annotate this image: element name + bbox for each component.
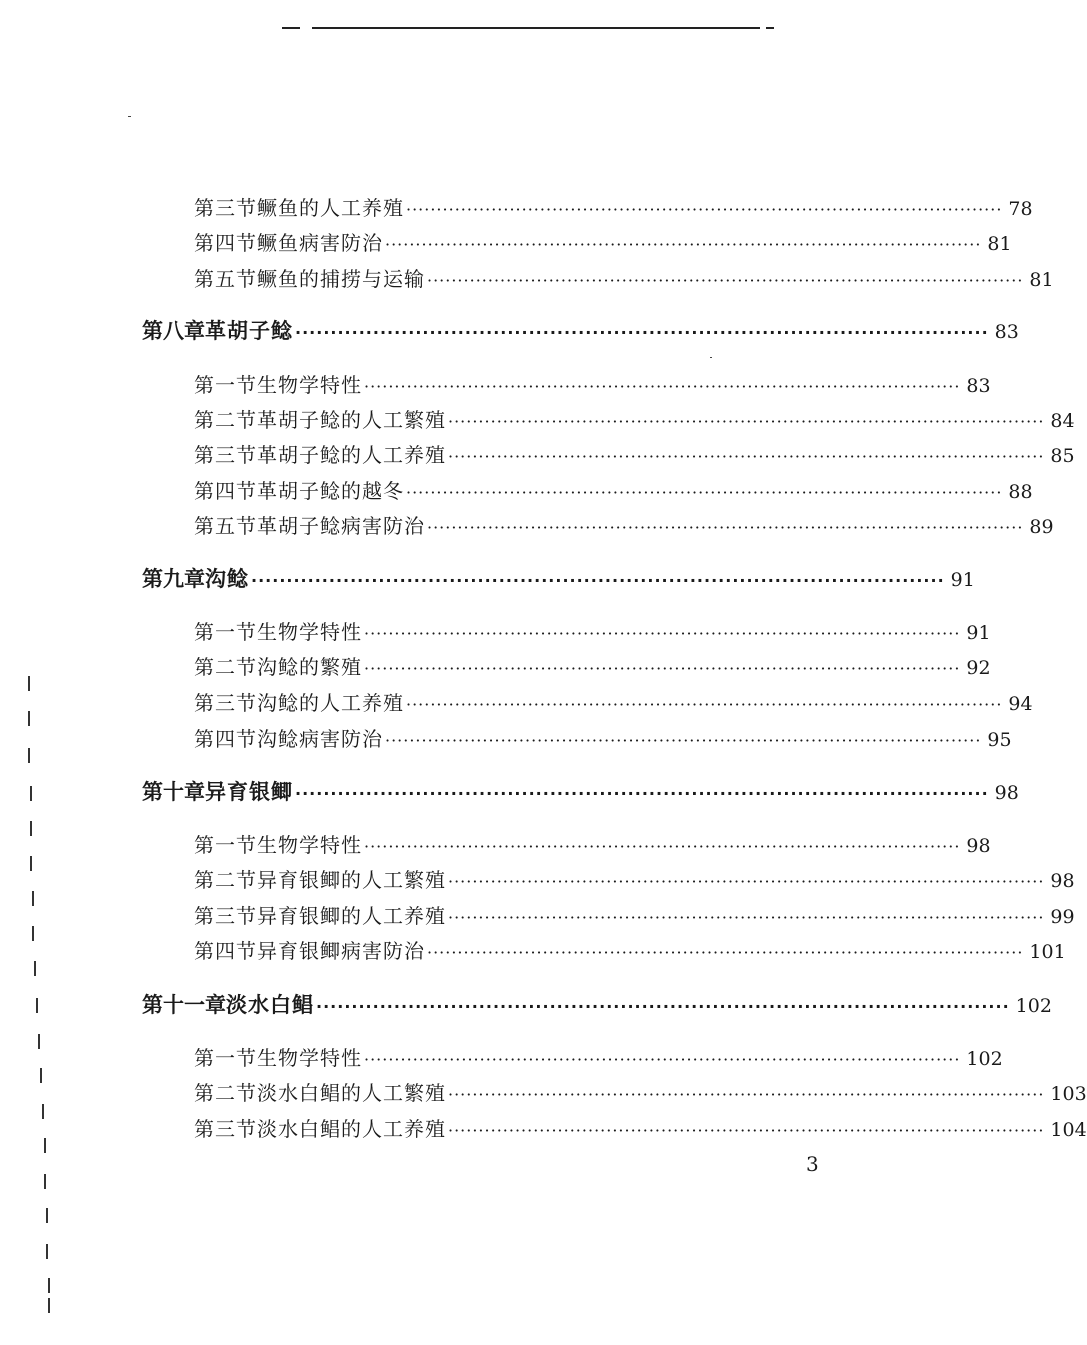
entry-page: 89 <box>1029 516 1054 538</box>
entry-title: 革胡子鲶 <box>205 319 293 343</box>
entry-page: 91 <box>950 569 975 591</box>
entry-page: 104 <box>1050 1119 1087 1141</box>
entry-title: 沟鲶的繁殖 <box>257 655 362 679</box>
dot-leader: ·································································································· <box>364 659 961 678</box>
dot-leader: ·································································································· <box>385 235 982 254</box>
entry-number: 第十章 <box>142 780 205 804</box>
binding-mark <box>48 1278 50 1293</box>
scan-speck <box>128 116 131 117</box>
dot-leader: ·································································································· <box>448 1121 1045 1140</box>
entry-number: 第四节 <box>194 231 257 255</box>
dot-leader: ·································································································· <box>448 872 1045 891</box>
entry-number: 第四节 <box>194 479 257 503</box>
entry-title: 异育银鲫 <box>205 780 293 804</box>
binding-mark <box>46 1244 48 1259</box>
dot-leader: ·································································································· <box>448 1085 1045 1104</box>
toc-section[interactable] <box>194 935 1066 965</box>
entry-title: 生物学特性 <box>257 1046 362 1070</box>
dot-leader: ·································································································· <box>364 377 961 396</box>
toc-section[interactable] <box>194 510 1054 540</box>
entry-title: 生物学特性 <box>257 620 362 644</box>
entry-page: 98 <box>1050 870 1075 892</box>
entry-page: 102 <box>1015 995 1052 1017</box>
entry-page: 98 <box>994 782 1019 804</box>
entry-page: 101 <box>1029 941 1066 963</box>
toc-section[interactable] <box>194 263 1054 293</box>
toc-section[interactable] <box>194 1113 1087 1143</box>
dot-leader: ·································································································· <box>364 837 961 856</box>
toc-section[interactable] <box>194 829 991 859</box>
toc-section[interactable] <box>194 1042 1003 1072</box>
toc-section[interactable] <box>194 651 991 681</box>
entry-page: 88 <box>1008 481 1033 503</box>
dot-leader: ·································································································· <box>251 571 945 590</box>
binding-mark <box>30 786 32 801</box>
entry-page: 99 <box>1050 906 1075 928</box>
top-rule <box>282 27 300 29</box>
binding-mark <box>32 891 34 906</box>
binding-mark <box>28 676 30 691</box>
entry-page: 78 <box>1008 198 1033 220</box>
toc-section[interactable] <box>194 723 1012 753</box>
entry-number: 第一节 <box>194 1046 257 1070</box>
binding-mark <box>36 998 38 1013</box>
entry-number: 第三节 <box>194 196 257 220</box>
toc-chapter[interactable] <box>142 563 975 593</box>
entry-page: 83 <box>966 375 991 397</box>
dot-leader: ·································································································· <box>427 943 1024 962</box>
entry-title: 沟鲶病害防治 <box>257 727 383 751</box>
entry-page: 85 <box>1050 445 1075 467</box>
entry-page: 81 <box>987 233 1012 255</box>
toc-chapter[interactable] <box>142 315 1019 345</box>
entry-number: 第三节 <box>194 1117 257 1141</box>
entry-page: 102 <box>966 1048 1003 1070</box>
entry-number: 第五节 <box>194 267 257 291</box>
entry-number: 第四节 <box>194 939 257 963</box>
toc-section[interactable] <box>194 227 1012 257</box>
entry-title: 革胡子鲶的人工养殖 <box>257 443 446 467</box>
dot-leader: ·································································································· <box>427 518 1024 537</box>
binding-mark <box>32 926 34 941</box>
entry-number: 第一节 <box>194 373 257 397</box>
entry-title: 革胡子鲶的人工繁殖 <box>257 408 446 432</box>
binding-mark <box>48 1298 50 1313</box>
toc-section[interactable] <box>194 475 1033 505</box>
entry-number: 第八章 <box>142 319 205 343</box>
entry-title: 鳜鱼病害防治 <box>257 231 383 255</box>
dot-leader: ·································································································· <box>427 271 1024 290</box>
toc-section[interactable] <box>194 900 1075 930</box>
entry-number: 第二节 <box>194 408 257 432</box>
toc-chapter[interactable] <box>142 776 1019 806</box>
dot-leader: ·································································································· <box>406 483 1003 502</box>
toc-section[interactable] <box>194 864 1075 894</box>
toc-section[interactable] <box>194 192 1033 222</box>
entry-number: 第五节 <box>194 514 257 538</box>
toc-chapter[interactable] <box>142 989 1052 1019</box>
entry-title: 沟鲶 <box>205 567 249 591</box>
entry-page: 98 <box>966 835 991 857</box>
toc-section[interactable] <box>194 687 1033 717</box>
binding-mark <box>34 961 36 976</box>
entry-number: 第二节 <box>194 868 257 892</box>
entry-title: 革胡子鲶病害防治 <box>257 514 425 538</box>
entry-page: 81 <box>1029 269 1054 291</box>
entry-number: 第一节 <box>194 620 257 644</box>
dot-leader: ·································································································· <box>448 412 1045 431</box>
dot-leader: ·································································································· <box>295 323 989 342</box>
binding-mark <box>40 1068 42 1083</box>
dot-leader: ·································································································· <box>448 447 1045 466</box>
dot-leader: ·································································································· <box>295 784 989 803</box>
toc-section[interactable] <box>194 369 991 399</box>
toc-section[interactable] <box>194 439 1075 469</box>
binding-mark <box>46 1208 48 1223</box>
scan-speck <box>710 357 712 358</box>
entry-title: 淡水白鲳的人工繁殖 <box>257 1081 446 1105</box>
toc-section[interactable] <box>194 404 1075 434</box>
binding-mark <box>30 821 32 836</box>
entry-page: 92 <box>966 657 991 679</box>
binding-mark <box>30 856 32 871</box>
dot-leader: ·································································································· <box>364 624 961 643</box>
entry-title: 异育银鲫病害防治 <box>257 939 425 963</box>
entry-number: 第二节 <box>194 1081 257 1105</box>
entry-page: 91 <box>966 622 991 644</box>
entry-title: 异育银鲫的人工繁殖 <box>257 868 446 892</box>
entry-number: 第二节 <box>194 655 257 679</box>
top-rule <box>766 27 774 29</box>
dot-leader: ·································································································· <box>448 908 1045 927</box>
binding-mark <box>44 1138 46 1153</box>
dot-leader: ·································································································· <box>385 731 982 750</box>
entry-page: 103 <box>1050 1083 1087 1105</box>
entry-page: 84 <box>1050 410 1075 432</box>
entry-title: 沟鲶的人工养殖 <box>257 691 404 715</box>
entry-page: 95 <box>987 729 1012 751</box>
binding-mark <box>42 1104 44 1119</box>
entry-title: 生物学特性 <box>257 833 362 857</box>
entry-number: 第一节 <box>194 833 257 857</box>
entry-title: 淡水白鲳 <box>226 993 314 1017</box>
entry-title: 革胡子鲶的越冬 <box>257 479 404 503</box>
dot-leader: ·································································································· <box>406 200 1003 219</box>
entry-title: 鳜鱼的捕捞与运输 <box>257 267 425 291</box>
entry-number: 第三节 <box>194 904 257 928</box>
binding-mark <box>28 748 30 763</box>
toc-section[interactable] <box>194 1077 1087 1107</box>
top-rule <box>312 27 760 29</box>
entry-number: 第四节 <box>194 727 257 751</box>
entry-title: 淡水白鲳的人工养殖 <box>257 1117 446 1141</box>
entry-title: 异育银鲫的人工养殖 <box>257 904 446 928</box>
binding-mark <box>44 1174 46 1189</box>
entry-number: 第三节 <box>194 443 257 467</box>
entry-title: 生物学特性 <box>257 373 362 397</box>
page-number: 3 <box>806 1152 819 1176</box>
entry-number: 第三节 <box>194 691 257 715</box>
dot-leader: ·································································································· <box>364 1050 961 1069</box>
dot-leader: ·································································································· <box>316 997 1010 1016</box>
binding-mark <box>28 711 30 726</box>
entry-page: 94 <box>1008 693 1033 715</box>
toc-section[interactable] <box>194 616 991 646</box>
entry-page: 83 <box>994 321 1019 343</box>
entry-title: 鳜鱼的人工养殖 <box>257 196 404 220</box>
binding-mark <box>38 1034 40 1049</box>
entry-number: 第九章 <box>142 567 205 591</box>
dot-leader: ·································································································· <box>406 695 1003 714</box>
entry-number: 第十一章 <box>142 993 226 1017</box>
